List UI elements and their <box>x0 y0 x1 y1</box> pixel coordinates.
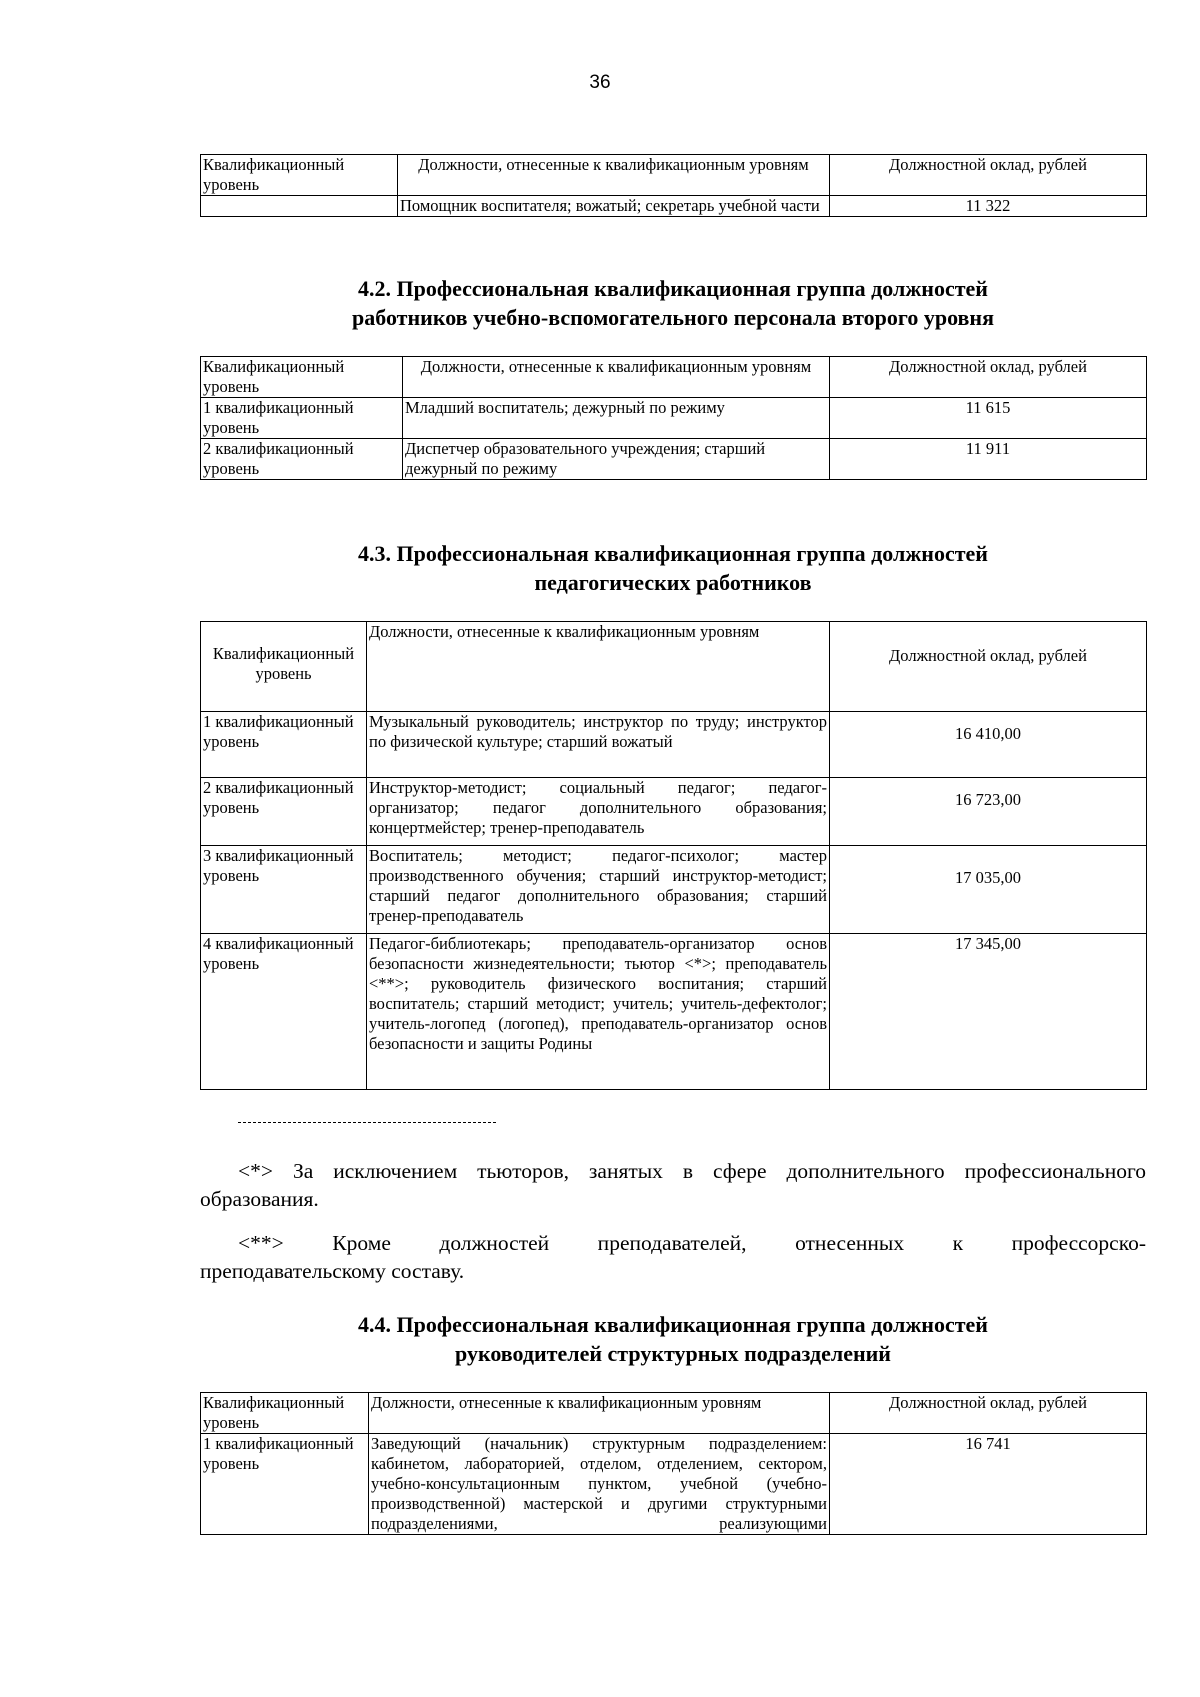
positions-cell: Помощник воспитателя; вожатый; секретарь учебной части <box>398 196 830 217</box>
header-level: Квалификационный уровень <box>201 622 367 712</box>
header-positions: Должности, отнесенные к квалификационным уровням <box>398 155 830 196</box>
table-42 <box>200 356 1147 480</box>
header-level: Квалификационный уровень <box>201 155 398 196</box>
table-row <box>201 712 1147 778</box>
table-row <box>201 846 1147 934</box>
heading-line: работников учебно-вспомогательного персонала второго уровня <box>352 305 994 330</box>
header-salary: Должностной оклад, рублей <box>830 155 1147 196</box>
positions-cell: Музыкальный руководитель; инструктор по труду; инструктор по физической культуре; старший вожатый <box>367 712 830 778</box>
level-cell: 3 квалификационный уровень <box>201 846 367 934</box>
level-cell: 1 квалификационный уровень <box>201 398 403 439</box>
salary-cell: 11 911 <box>830 439 1147 480</box>
salary-cell: 11 615 <box>830 398 1147 439</box>
positions-cell: Младший воспитатель; дежурный по режиму <box>403 398 830 439</box>
positions-cell: Педагог-библиотекарь; преподаватель-организатор основ безопасности жизнедеятельности; тьютор <*>; преподаватель <**>; руководитель физического воспитания; старший воспитатель; старший методист; учитель; учитель-дефектолог; учитель-логопед (логопед), преподаватель-организатор основ безопасности и защиты Родины <box>367 934 830 1090</box>
level-cell: 1 квалификационный уровень <box>201 1434 369 1535</box>
salary-cell: 16 723,00 <box>830 778 1147 846</box>
level-cell: 2 квалификационный уровень <box>201 778 367 846</box>
table-row <box>201 778 1147 846</box>
header-salary: Должностной оклад, рублей <box>830 1393 1147 1434</box>
table-continuation <box>200 154 1147 217</box>
table-row <box>201 934 1147 1090</box>
level-cell: 2 квалификационный уровень <box>201 439 403 480</box>
heading-line: 4.4. Профессиональная квалификационная группа должностей <box>358 1312 988 1337</box>
heading-line: педагогических работников <box>534 570 812 595</box>
heading-line: 4.3. Профессиональная квалификационная группа должностей <box>358 541 988 566</box>
header-positions: Должности, отнесенные к квалификационным уровням <box>403 357 830 398</box>
header-level: Квалификационный уровень <box>201 1393 369 1434</box>
heading-line: руководителей структурных подразделений <box>455 1341 891 1366</box>
salary-cell: 16 741 <box>830 1434 1147 1535</box>
footnote-2-line2: преподавательскому составу. <box>200 1259 465 1283</box>
positions-cell: Инструктор-методист; социальный педагог; педагог-организатор; педагог дополнительного образования; концертмейстер; тренер-преподаватель <box>367 778 830 846</box>
header-salary: Должностной оклад, рублей <box>830 622 1147 712</box>
positions-cell: Диспетчер образовательного учреждения; старший дежурный по режиму <box>403 439 830 480</box>
table-header-row <box>201 622 1147 712</box>
footnote-1-text: <*> За исключением тьюторов, занятых в сфере дополнительного профессионального образования. <box>200 1159 1146 1211</box>
section-44-heading <box>200 1310 1146 1368</box>
table-header-row <box>201 357 1147 398</box>
level-cell: 4 квалификационный уровень <box>201 934 367 1090</box>
salary-cell: 16 410,00 <box>830 712 1147 778</box>
header-salary: Должностной оклад, рублей <box>830 357 1147 398</box>
footnote-2 <box>200 1229 1146 1285</box>
header-positions: Должности, отнесенные к квалификационным уровням <box>369 1393 830 1434</box>
header-level: Квалификационный уровень <box>201 357 403 398</box>
section-43-heading <box>200 539 1146 597</box>
salary-cell: 17 345,00 <box>830 934 1147 1090</box>
level-cell: 1 квалификационный уровень <box>201 712 367 778</box>
header-positions: Должности, отнесенные к квалификационным уровням <box>367 622 830 712</box>
table-header-row <box>201 155 1147 196</box>
footnote-separator <box>238 1122 496 1123</box>
section-42-heading <box>200 274 1146 332</box>
table-43 <box>200 621 1147 1090</box>
table-row <box>201 196 1147 217</box>
table-row <box>201 1434 1147 1535</box>
footnote-2-line1: <**> Кроме должностей преподавателей, отнесенных к профессорско- <box>238 1231 1146 1255</box>
positions-cell: Заведующий (начальник) структурным подразделением: кабинетом, лабораторией, отделом, отделением, сектором, учебно-консультационным пунктом, учебной (учебно-производственной) мастерской и другими структурными подразделениями, реализующими <box>369 1434 830 1535</box>
positions-cell: Воспитатель; методист; педагог-психолог; мастер производственного обучения; старший инструктор-методист; старший педагог дополнительного образования; старший тренер-преподаватель <box>367 846 830 934</box>
salary-cell: 17 035,00 <box>830 846 1147 934</box>
page-number: 36 <box>589 72 611 93</box>
footnote-1 <box>200 1157 1146 1213</box>
table-row <box>201 439 1147 480</box>
table-row <box>201 398 1147 439</box>
table-header-row <box>201 1393 1147 1434</box>
salary-cell: 11 322 <box>830 196 1147 217</box>
heading-line: 4.2. Профессиональная квалификационная группа должностей <box>358 276 988 301</box>
level-cell <box>201 196 398 217</box>
table-44 <box>200 1392 1147 1535</box>
